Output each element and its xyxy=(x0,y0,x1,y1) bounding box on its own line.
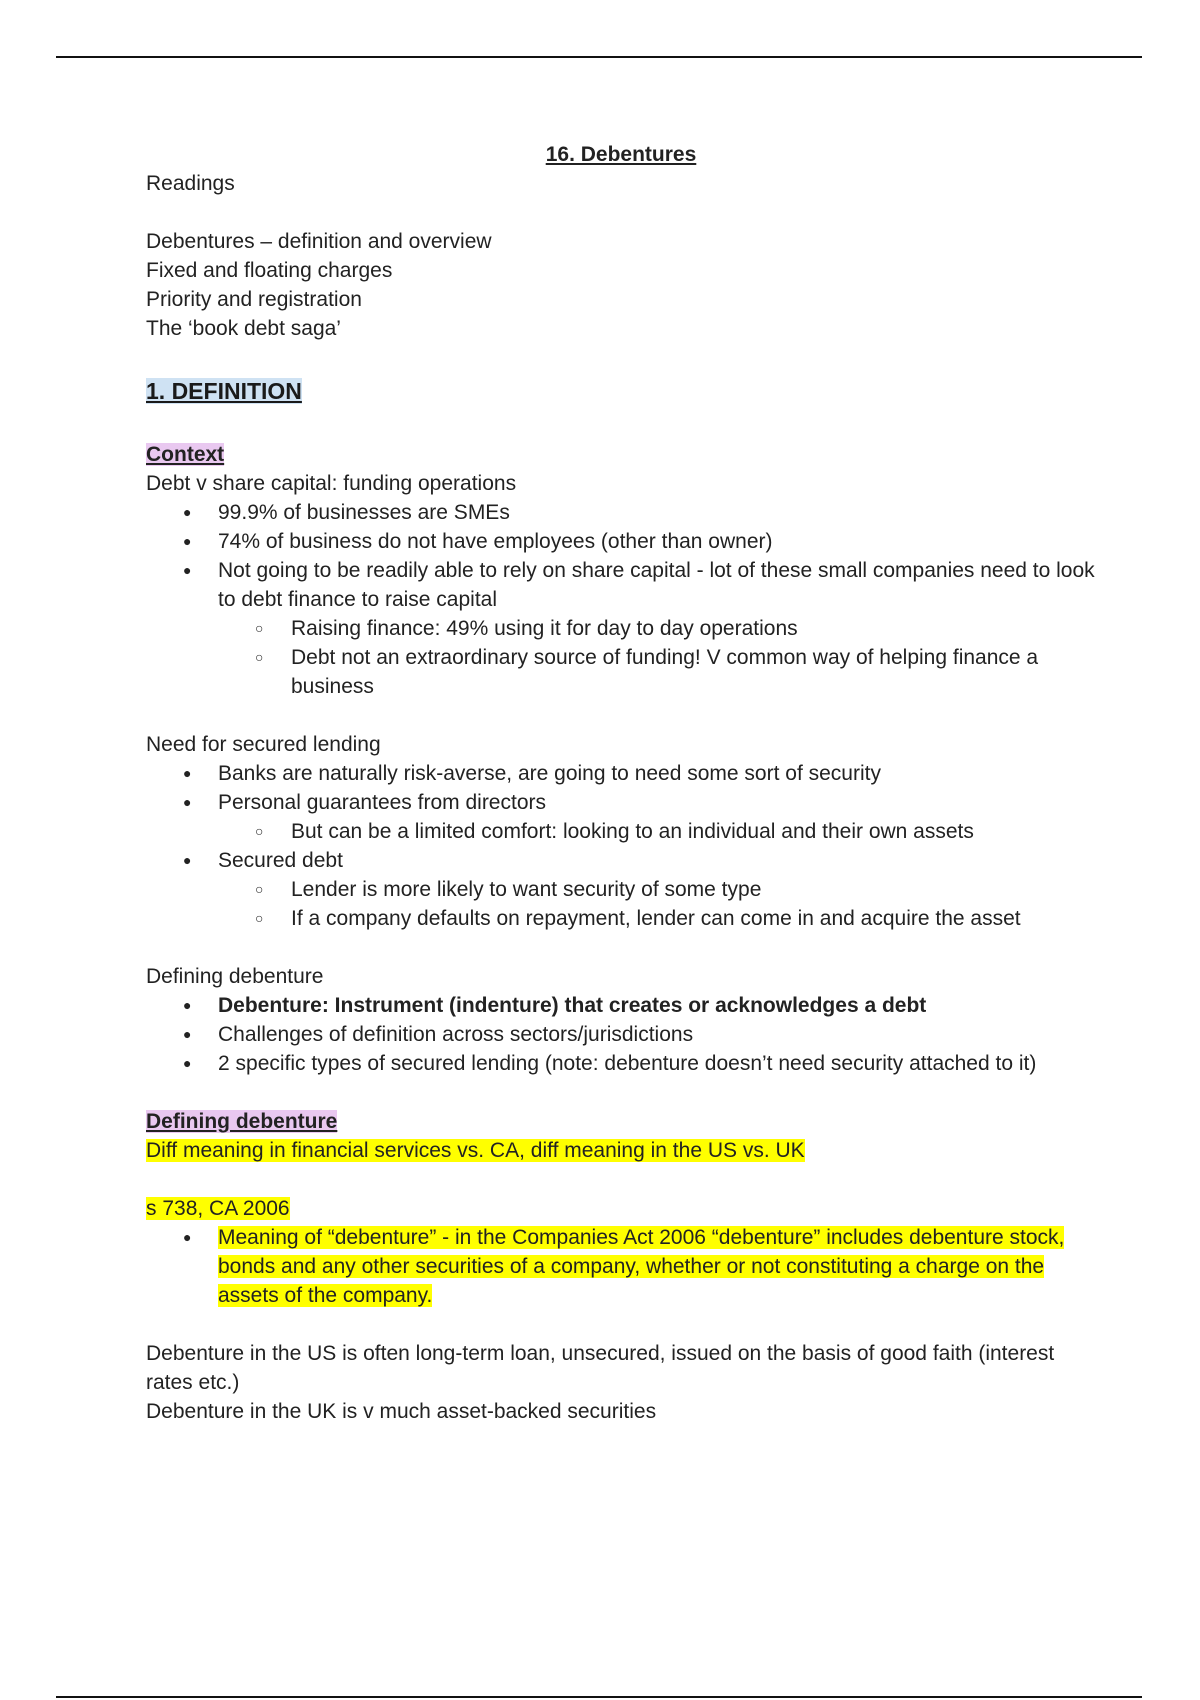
list-item: ● Banks are naturally risk-averse, are going to need some sort of security xyxy=(146,759,1096,788)
statute-reference: s 738, CA 2006 xyxy=(146,1197,290,1220)
defining-intro: Defining debenture xyxy=(146,965,324,988)
subheading-context: Context xyxy=(146,443,225,466)
reading-item: Fixed and floating charges xyxy=(146,259,393,282)
reading-item: Priority and registration xyxy=(146,288,362,311)
document-body xyxy=(146,140,1096,1426)
meaning-line: Diff meaning in financial services vs. CA, diff meaning in the US vs. UK xyxy=(146,1139,805,1162)
section-heading-definition: 1. DEFINITION xyxy=(146,378,302,404)
readings-label: Readings xyxy=(146,172,235,195)
us-definition: Debenture in the US is often long-term loan, unsecured, issued on the basis of good faith (interest rates etc.) xyxy=(146,1342,1055,1394)
defining-list xyxy=(146,991,1096,1078)
list-item: ● Meaning of “debenture” - in the Companies Act 2006 “debenture” includes debenture stock, bonds and any other securities of a company, whether or not constituting a charge on the assets of the company. xyxy=(146,1223,1096,1310)
context-intro: Debt v share capital: funding operations xyxy=(146,472,517,495)
list-item: ● Secured debt xyxy=(146,846,1096,875)
top-rule xyxy=(56,56,1142,58)
list-item: ● 99.9% of businesses are SMEs xyxy=(146,498,1096,527)
secured-list-2 xyxy=(146,846,1096,875)
list-item: ○ If a company defaults on repayment, lender can come in and acquire the asset xyxy=(146,904,1096,933)
page-title: 16. Debentures xyxy=(545,143,697,166)
bottom-rule xyxy=(56,1696,1142,1698)
list-item: ● 74% of business do not have employees (other than owner) xyxy=(146,527,1096,556)
list-item: ○ Raising finance: 49% using it for day to day operations xyxy=(146,614,1096,643)
list-item: ● Personal guarantees from directors xyxy=(146,788,1096,817)
secured-intro: Need for secured lending xyxy=(146,733,381,756)
secured-list-1 xyxy=(146,759,1096,817)
list-item: ● Not going to be readily able to rely on share capital - lot of these small companies need to look to debt finance to raise capital xyxy=(146,556,1096,614)
reading-item: The ‘book debt saga’ xyxy=(146,317,341,340)
reading-item: Debentures – definition and overview xyxy=(146,230,492,253)
subheading-defining-debenture: Defining debenture xyxy=(146,1110,338,1133)
list-item: ● 2 specific types of secured lending (note: debenture doesn’t need security attached to it) xyxy=(146,1049,1096,1078)
list-item: ○ But can be a limited comfort: looking to an individual and their own assets xyxy=(146,817,1096,846)
list-item: ● Challenges of definition across sectors/jurisdictions xyxy=(146,1020,1096,1049)
statute-list xyxy=(146,1223,1096,1310)
context-sub-bullet-list xyxy=(146,614,1096,701)
list-item: ○ Lender is more likely to want security of some type xyxy=(146,875,1096,904)
uk-definition: Debenture in the UK is v much asset-backed securities xyxy=(146,1400,657,1423)
secured-sub-list-2 xyxy=(146,875,1096,933)
list-item: ○ Debt not an extraordinary source of funding! V common way of helping finance a business xyxy=(146,643,1096,701)
secured-sub-list-1 xyxy=(146,817,1096,846)
context-bullet-list xyxy=(146,498,1096,614)
list-item: ● Debenture: Instrument (indenture) that creates or acknowledges a debt xyxy=(146,991,1096,1020)
